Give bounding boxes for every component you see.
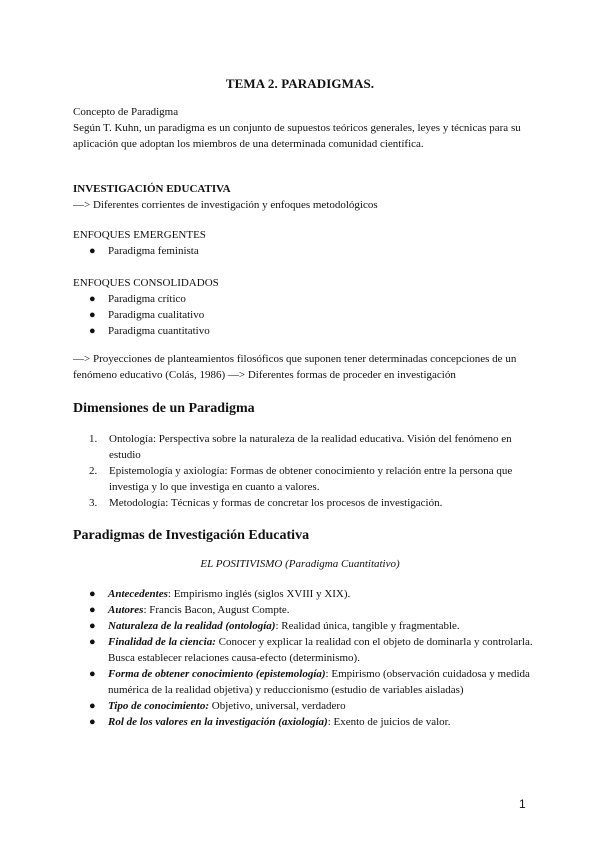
concept-heading: Concepto de Paradigma [73, 106, 179, 118]
list-item: ● Finalidad de la ciencia: Conocer y explicar la realidad con el objeto de dominarla y controlarla. Busca establecer relaciones causa-efecto (determinismo). [89, 636, 533, 664]
dimensiones-heading: Dimensiones de un Paradigma [73, 401, 255, 416]
list-item: ● Antecedentes: Empirismo inglés (siglos XVIII y XIX). [89, 588, 351, 600]
bullet-icon: ● [89, 293, 96, 305]
concept-text: Según T. Kuhn, un paradigma es un conjunto de supuestos teóricos generales, leyes y técnicas para su aplicación que adoptan los miembros de una determinada comunidad científica. [73, 122, 521, 150]
list-item: ● Naturaleza de la realidad (ontología): Realidad única, tangible y fragmentable. [89, 620, 460, 632]
bullet-icon: ● [89, 245, 96, 257]
emergentes-heading: ENFOQUES EMERGENTES [73, 229, 206, 241]
list-item: ● Paradigma cualitativo [89, 309, 205, 321]
page-title: TEMA 2. PARADIGMAS. [225, 76, 375, 91]
dimensiones-section [73, 431, 543, 511]
emergentes-list [73, 243, 543, 259]
consolidados-section [73, 275, 543, 339]
bullet-icon: ● [89, 604, 96, 616]
list-item: ● Autores: Francis Bacon, August Compte. [89, 604, 290, 616]
investigacion-line: —> Diferentes corrientes de investigación y enfoques metodológicos [73, 199, 378, 211]
bullet-icon: ● [89, 588, 96, 600]
proyecciones-text: —> Proyecciones de planteamientos filosóficos que suponen tener determinadas concepciones de un fenómeno educativo (Colás, 1986) —> Diferentes formas de proceder en investigación [73, 353, 517, 381]
bullet-icon: ● [89, 716, 96, 728]
list-item: 2. Epistemología y axiología: Formas de obtener conocimiento y relación entre la persona que investiga y lo que investiga en cuanto a valores. [89, 465, 513, 493]
consolidados-heading: ENFOQUES CONSOLIDADOS [73, 277, 219, 289]
consolidados-list [73, 291, 543, 339]
investigacion-heading: INVESTIGACIÓN EDUCATIVA [73, 183, 231, 195]
bullet-icon: ● [89, 700, 96, 712]
bullet-icon: ● [89, 325, 96, 337]
list-item: 3. Metodología: Técnicas y formas de concretar los procesos de investigación. [89, 497, 443, 509]
emergentes-section [73, 227, 543, 259]
list-item: ● Tipo de conocimiento: Objetivo, universal, verdadero [89, 700, 346, 712]
positivismo-subheading: EL POSITIVISMO (Paradigma Cuantitativo) [200, 558, 400, 570]
bullet-icon: ● [89, 309, 96, 321]
bullet-icon: ● [89, 620, 96, 632]
list-item: ● Rol de los valores en la investigación (axiología): Exento de juicios de valor. [89, 716, 451, 728]
page-number: 1 [519, 797, 526, 811]
list-item: 1. Ontología: Perspectiva sobre la naturaleza de la realidad educativa. Visión del fenómeno en estudio [89, 433, 512, 461]
bullet-icon: ● [89, 636, 96, 648]
dimensiones-list [73, 431, 543, 511]
list-item: ● Paradigma feminista [89, 245, 199, 257]
list-item: ● Paradigma crítico [89, 293, 186, 305]
list-item: ● Forma de obtener conocimiento (epistemología): Empirismo (observación cuidadosa y medida numérica de la realidad objetiva) y reduccionismo (estudio de variables aisladas) [89, 668, 530, 696]
positivismo-list [73, 586, 543, 730]
positivismo-section [73, 586, 543, 730]
paradigmas-heading: Paradigmas de Investigación Educativa [73, 528, 310, 543]
concept-section [73, 104, 543, 152]
bullet-icon: ● [89, 668, 96, 680]
investigacion-section [73, 181, 543, 213]
list-item: ● Paradigma cuantitativo [89, 325, 210, 337]
